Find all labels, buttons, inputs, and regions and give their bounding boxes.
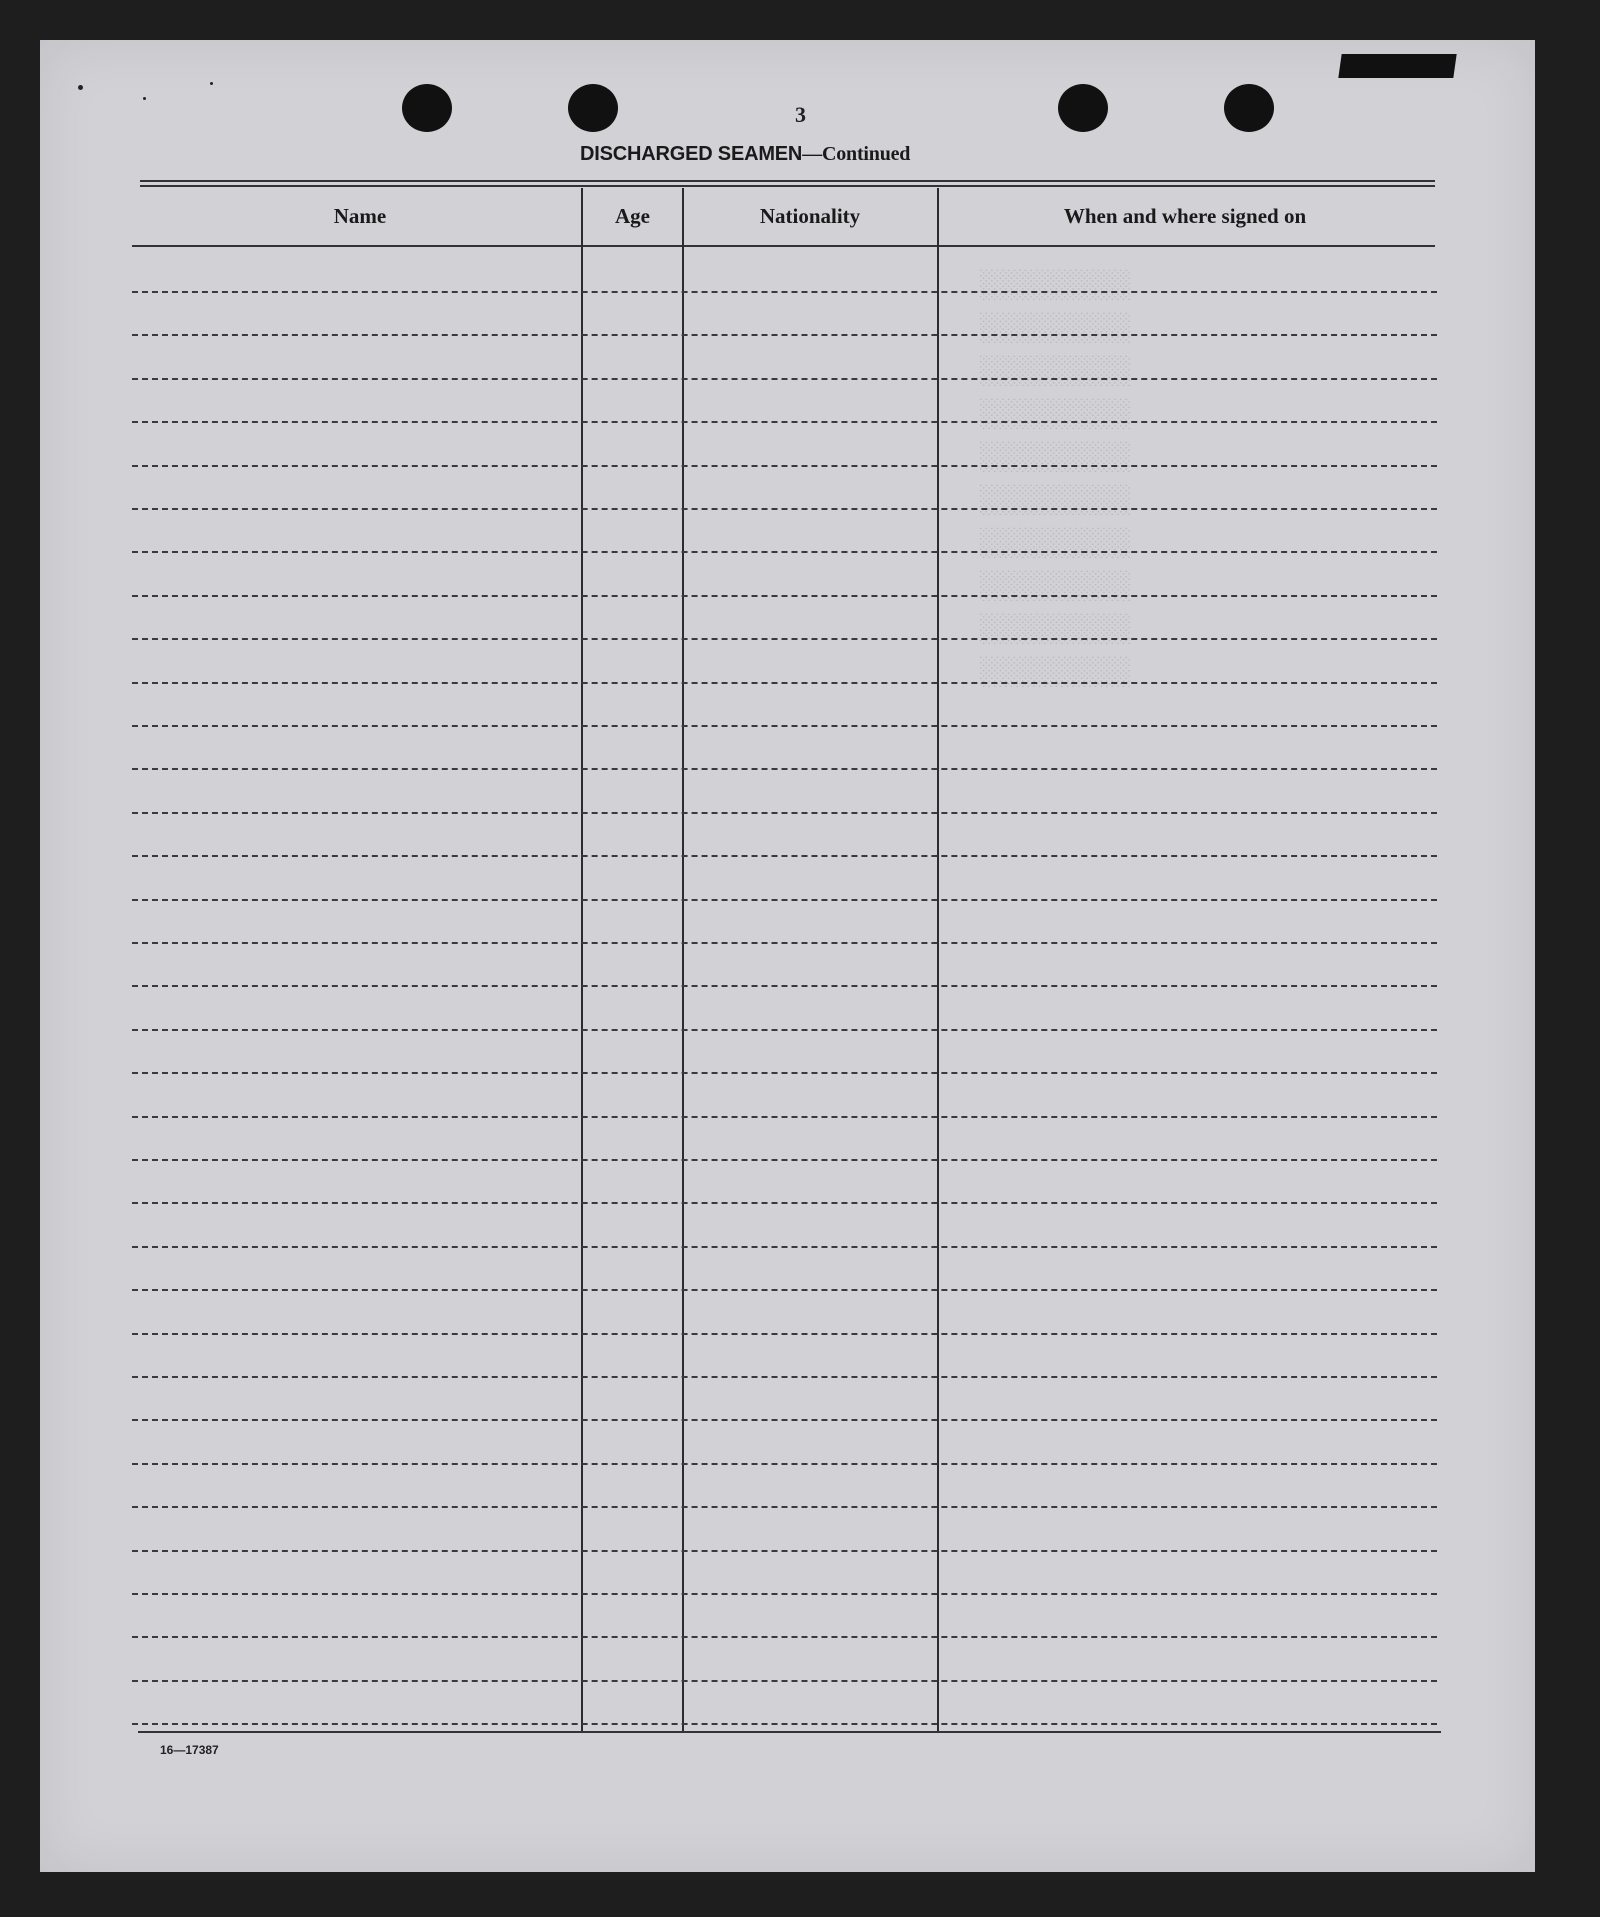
entry-line xyxy=(132,725,1437,727)
column-header-name: Name xyxy=(333,204,387,228)
entry-line xyxy=(132,899,1437,901)
entry-line xyxy=(132,682,1437,684)
black-tab-mark xyxy=(1338,54,1456,78)
entry-line xyxy=(132,595,1437,597)
form-code: 16—17387 xyxy=(160,1743,219,1757)
entry-line xyxy=(132,1506,1437,1508)
page-number: 3 xyxy=(795,102,806,127)
header-double-rule xyxy=(140,180,1435,187)
entry-line xyxy=(132,508,1437,510)
entry-line xyxy=(132,942,1437,944)
table-bottom-rule xyxy=(138,1731,1441,1733)
punch-hole xyxy=(568,84,618,132)
column-header-signed-on: When and where signed on xyxy=(1063,204,1307,228)
entry-line xyxy=(132,465,1437,467)
entry-line xyxy=(132,1593,1437,1595)
entry-line xyxy=(132,1333,1437,1335)
form-title-main: DISCHARGED SEAMEN xyxy=(580,143,803,165)
entry-line xyxy=(132,855,1437,857)
bleed-through-texture: ░░░░░░░░░ ░░░░░░░░░ ░░░░░░░░░ ░░░░░░░░░ ░░░░░░░░░ ░░░░░░░░░ ░░░░░░░░░ ░░░░░░░░░ ░░░░░░░░░ ░░░░░░░░░ xyxy=(980,271,1132,689)
entry-line xyxy=(132,291,1437,293)
column-header-age: Age xyxy=(615,204,650,228)
entry-line xyxy=(132,1550,1437,1552)
form-page xyxy=(40,40,1535,1872)
column-divider xyxy=(682,188,684,1733)
entry-line xyxy=(132,1202,1437,1204)
entry-line xyxy=(132,1723,1437,1725)
ink-speck xyxy=(210,82,213,85)
punch-hole xyxy=(402,84,452,132)
punch-hole xyxy=(1058,84,1108,132)
ink-speck xyxy=(78,85,83,90)
entry-line xyxy=(132,1289,1437,1291)
column-header-nationality: Nationality xyxy=(759,204,861,228)
entry-line xyxy=(132,378,1437,380)
entry-line xyxy=(132,551,1437,553)
entry-line xyxy=(132,1159,1437,1161)
ink-speck xyxy=(143,97,146,100)
column-divider xyxy=(581,188,583,1733)
entry-line xyxy=(132,1246,1437,1248)
entry-line xyxy=(132,1636,1437,1638)
entry-line xyxy=(132,812,1437,814)
entry-line xyxy=(132,638,1437,640)
entry-line xyxy=(132,1072,1437,1074)
form-title-continued: —Continued xyxy=(802,143,911,165)
column-divider xyxy=(937,188,939,1733)
entry-line xyxy=(132,1680,1437,1682)
entry-line xyxy=(132,1116,1437,1118)
entry-line xyxy=(132,1376,1437,1378)
entry-line xyxy=(132,421,1437,423)
entry-line xyxy=(132,334,1437,336)
punch-hole xyxy=(1224,84,1274,132)
header-underline xyxy=(132,245,1435,247)
entry-line xyxy=(132,768,1437,770)
entry-line xyxy=(132,1463,1437,1465)
form-title xyxy=(580,143,1040,166)
entry-line xyxy=(132,985,1437,987)
entry-line xyxy=(132,1029,1437,1031)
entry-line xyxy=(132,1419,1437,1421)
